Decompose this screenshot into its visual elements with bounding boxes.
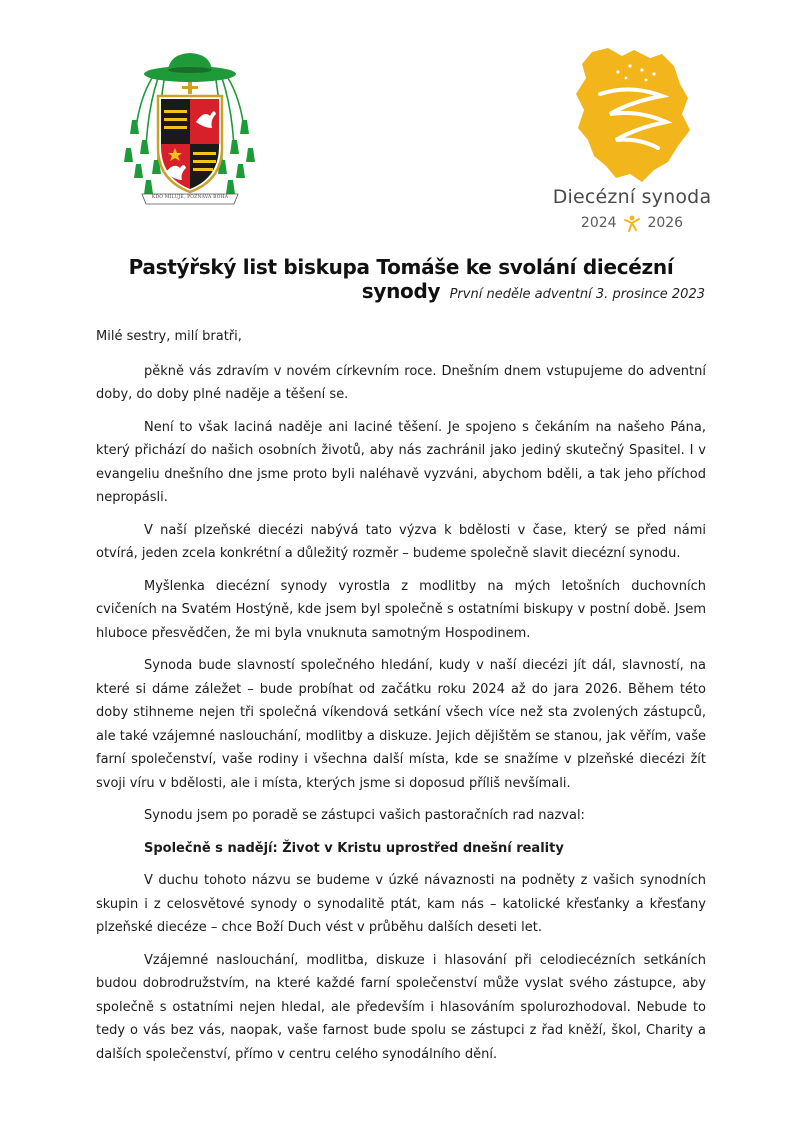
letter-body — [96, 325, 706, 1075]
paragraph: Synodu jsem po poradě se zástupci vašich pastoračních rad nazval: — [144, 808, 585, 823]
coat-of-arms-icon — [118, 48, 263, 210]
synod-figure-icon — [623, 214, 641, 232]
synod-years — [552, 214, 712, 232]
synod-year-end: 2026 — [647, 215, 684, 231]
synod-motto-heading: Společně s nadějí: Život v Kristu uprostřed dnešní reality — [144, 840, 564, 856]
synod-title: Diecézní synoda — [552, 186, 712, 208]
synod-logo — [552, 44, 712, 240]
letter-greeting: Milé sestry, milí bratři, — [96, 329, 242, 344]
coat-motto: KDO MILUJE, POZNÁVÁ BOHA — [151, 195, 229, 200]
paragraph: Vzájemné naslouchání, modlitba, diskuze i hlasování při celodiecézních setkáních budou dobrodružstvím, na které každé farní společenství může vyslat svého zástupce, aby společně s ostatními nejen hledal, ale především i hlasováním spolurozhodoval. Nebude to tedy o vás bez vás, naopak, vaše farnost bude spolu se zástupci z řad kněží, škol, Charity a dalších společenství, přímo v centru celého synodálního dění. — [96, 952, 706, 1062]
paragraph: Synoda bude slavností společného hledání, kudy v naší diecézi jít dál, slavností, na které si dáme záležet – bude probíhat od začátku roku 2024 až do jara 2026. Během této doby stihneme nejen tři společná víkendová setkání všech více než sta zvolených zástupců, ale také vzájemné naslouchání, modlitby a diskuze. Jejich dějištěm se stanou, jak věřím, vaše farní společenství, vaše rodiny i všechna další místa, kde se snažíme v plzeňské diecézi žít svoji víru v bdělosti, ale i místa, kterých jsme si doposud příliš nevšímali. — [96, 658, 706, 791]
diocese-map-icon — [570, 44, 695, 184]
bishop-coat-of-arms — [118, 48, 263, 210]
letter-title: Pastýřský list biskupa Tomáše ke svolání diecézní synody — [128, 255, 674, 303]
paragraph: Myšlenka diecézní synody vyrostla z modlitby na mých letošních duchovních cvičeních na Svatém Hostýně, kde jsem byl společně s ostatními biskupy v postní době. Jsem hluboce přesvědčen, že mi byla vnuknuta samotným Hospodinem. — [96, 578, 706, 641]
paragraph: pěkně vás zdravím v novém církevním roce. Dnešním dnem vstupujeme do adventní doby, do doby plné naděje a těšení se. — [96, 363, 706, 402]
paragraph: V duchu tohoto názvu se budeme v úzké návaznosti na podněty z vašich synodních skupin i z celosvětové synody o synodalitě ptát, kam nás – katolické křesťanky a křesťany plzeňské diecéze – chce Boží Duch vést v průběhu dalších deseti let. — [96, 873, 706, 935]
paragraph: Není to však laciná naděje ani laciné těšení. Je spojeno s čekáním na našeho Pána, který přichází do našich osobních životů, aby nás zachránil jako jediný skutečný Spasitel. I v evangeliu dnešního dne jsme proto byli naléhavě vyzváni, abychom bděli, a tak jeho příchod nepropásli. — [96, 419, 706, 505]
paragraph: V naší plzeňské diecézi nabývá tato výzva k bdělosti v čase, který se před námi otvírá, jeden zcela konkrétní a důležitý rozměr – budeme společně slavit diecézní synodu. — [96, 522, 706, 561]
synod-year-start: 2024 — [580, 215, 617, 231]
letter-date: První neděle adventní 3. prosince 2023 — [449, 287, 705, 302]
